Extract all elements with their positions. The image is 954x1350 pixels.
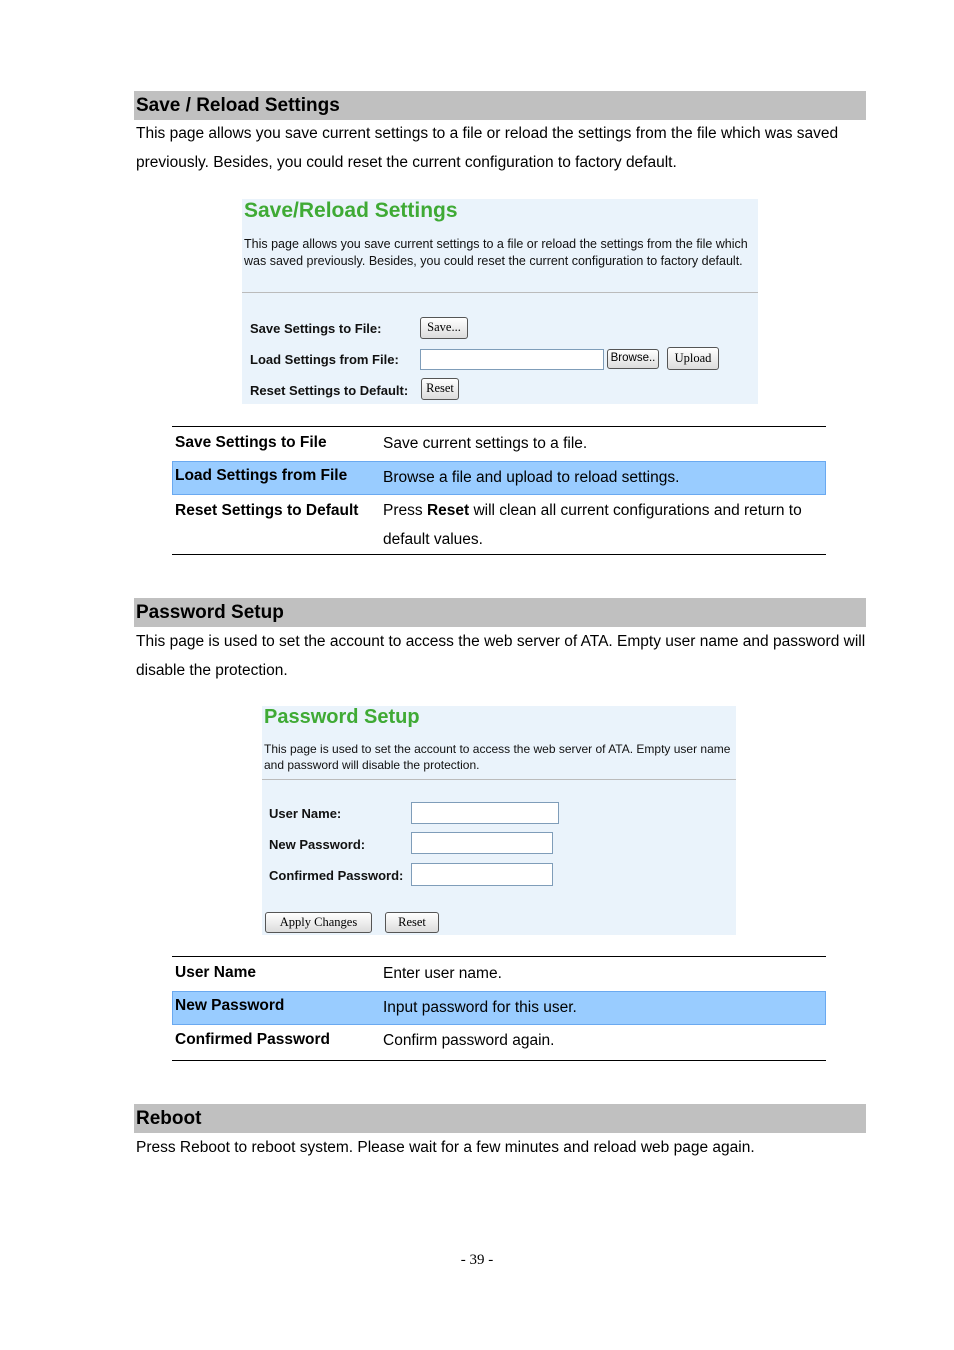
screenshot-description: This page is used to set the account to access the web server of ATA. Empty user name and password will disable the protection.	[264, 742, 731, 772]
password-table	[172, 956, 826, 1061]
load-file-input[interactable]	[420, 349, 604, 370]
upload-button[interactable]: Upload	[667, 347, 719, 370]
desc-suffix: will clean all current configurations and return to default values.	[383, 502, 802, 548]
table-row	[172, 957, 826, 991]
table-desc: Input password for this user.	[383, 999, 577, 1016]
table-term: User Name	[175, 964, 256, 981]
page-number: - 39 -	[460, 1252, 494, 1268]
new-password-label: New Password:	[269, 837, 366, 852]
load-settings-label: Load Settings from File:	[250, 352, 399, 367]
section-heading-save-reload: Save / Reload Settings	[134, 91, 866, 120]
reset-settings-label: Reset Settings to Default:	[250, 383, 409, 398]
section-heading-password: Password Setup	[134, 598, 866, 627]
desc-prefix: Press	[383, 502, 427, 519]
table-term: Confirmed Password	[175, 1031, 331, 1048]
screenshot-divider	[242, 292, 758, 293]
save-reload-table	[172, 426, 826, 555]
user-name-label: User Name:	[269, 806, 342, 821]
table-row	[172, 1025, 826, 1060]
table-desc: Enter user name.	[383, 965, 502, 982]
user-name-input[interactable]	[411, 802, 559, 824]
new-password-input[interactable]	[411, 832, 553, 854]
screenshot-title: Password Setup	[264, 706, 420, 728]
apply-changes-button[interactable]: Apply Changes	[265, 912, 372, 933]
table-term: New Password	[175, 997, 285, 1014]
save-reload-screenshot	[242, 199, 758, 404]
table-row	[172, 461, 826, 495]
reset-button[interactable]: Reset	[421, 378, 459, 400]
reset-button[interactable]: Reset	[385, 912, 439, 933]
screenshot-divider	[262, 779, 736, 780]
confirmed-password-input[interactable]	[411, 863, 553, 886]
save-button[interactable]: Save...	[420, 317, 468, 339]
table-term: Load Settings from File	[175, 467, 348, 484]
browse-button[interactable]: Browse..	[607, 349, 659, 369]
password-screenshot	[262, 706, 736, 935]
save-reload-intro: This page allows you save current settings to a file or reload the settings from the file which was saved previously. Besides, you could reset the current configuration to factory default.	[136, 125, 839, 171]
table-row	[172, 991, 826, 1025]
table-term: Reset Settings to Default	[175, 502, 359, 519]
section-heading-reboot: Reboot	[134, 1104, 866, 1133]
table-row	[172, 495, 826, 554]
table-desc: Browse a file and upload to reload settings.	[383, 469, 680, 486]
save-settings-label: Save Settings to File:	[250, 321, 382, 336]
screenshot-description: This page allows you save current settings to a file or reload the settings from the file which was saved previously. Besides, you could reset the current configuration to factory default.	[244, 237, 748, 268]
password-intro: This page is used to set the account to access the web server of ATA. Empty user name and password will disable the protection.	[136, 633, 866, 679]
confirmed-password-label: Confirmed Password:	[269, 868, 404, 883]
desc-bold: Reset	[426, 502, 470, 519]
reboot-intro: Press Reboot to reboot system. Please wait for a few minutes and reload web page again.	[136, 1139, 755, 1156]
table-desc: Save current settings to a file.	[383, 435, 588, 452]
table-row	[172, 427, 826, 461]
table-desc	[383, 496, 823, 554]
table-desc: Confirm password again.	[383, 1032, 555, 1049]
screenshot-title: Save/Reload Settings	[244, 199, 458, 222]
table-term: Save Settings to File	[175, 434, 327, 451]
